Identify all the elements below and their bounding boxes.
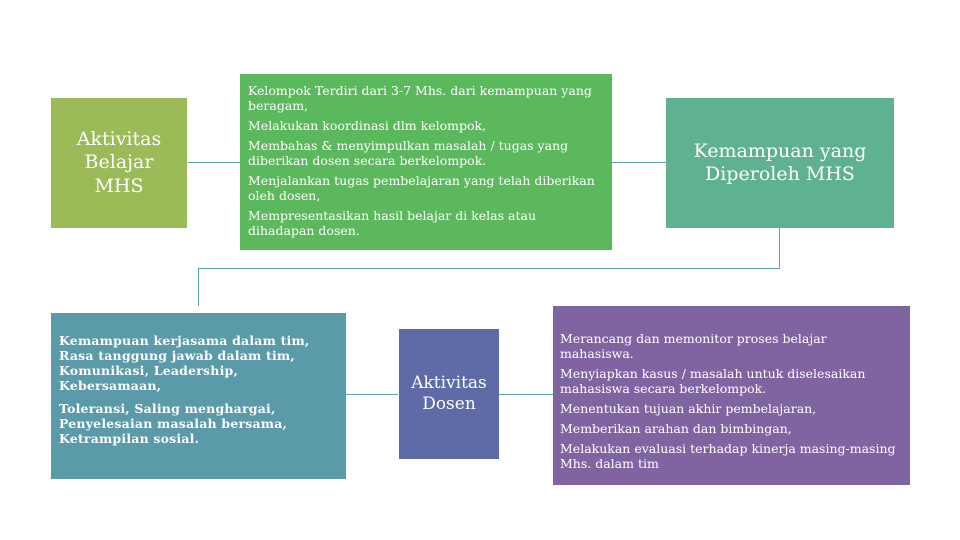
aktivitas-dosen-box: [399, 329, 499, 459]
aktivitas-belajar-mhs-box: [51, 98, 187, 228]
connector-kemampuan-down: [779, 228, 780, 268]
kemampuan-list-box: [51, 313, 346, 479]
dosen-item: Merancang dan memonitor proses belajar mahasiswa.: [560, 331, 827, 361]
connector-kemampuan-list-dosen: [346, 394, 398, 395]
kelompok-item: Melakukan koordinasi dlm kelompok,: [248, 118, 487, 133]
dosen-item: Menyiapkan kasus / masalah untuk diselesaikan mahasiswa secara berkelompok.: [560, 366, 866, 396]
dosen-item: Melakukan evaluasi terhadap kinerja masing-masing Mhs. dalam tim: [560, 441, 896, 471]
aktivitas-belajar-mhs-label: Aktivitas Belajar MHS: [76, 128, 162, 197]
kemampuan-item: Kemampuan kerjasama dalam tim, Rasa tanggung jawab dalam tim, Komunikasi, Leadership, Kebersamaan,: [59, 333, 310, 393]
dosen-item: Memberikan arahan dan bimbingan,: [560, 421, 792, 436]
kemampuan-diperoleh-box: [666, 98, 894, 228]
connector-horizontal-return: [198, 268, 780, 269]
connector-return-down: [198, 268, 199, 306]
kemampuan-diperoleh-label: Kemampuan yang Diperoleh MHS: [693, 139, 867, 185]
dosen-activities-box: [553, 306, 910, 485]
kelompok-item: Mempresentasikan hasil belajar di kelas atau dihadapan dosen.: [248, 208, 537, 238]
connector-mhs-kelompok: [188, 162, 240, 163]
kelompok-activities-box: [240, 74, 612, 250]
connector-dosen-list: [499, 394, 553, 395]
kelompok-item: Kelompok Terdiri dari 3-7 Mhs. dari kemampuan yang beragam,: [248, 83, 592, 113]
connector-kelompok-kemampuan: [612, 162, 666, 163]
aktivitas-dosen-label: Aktivitas Dosen: [411, 372, 487, 414]
dosen-item: Menentukan tujuan akhir pembelajaran,: [560, 401, 817, 416]
kelompok-item: Membahas & menyimpulkan masalah / tugas yang diberikan dosen secara berkelompok.: [248, 138, 569, 168]
kelompok-item: Menjalankan tugas pembelajaran yang telah diberikan oleh dosen,: [248, 173, 595, 203]
kemampuan-item: Toleransi, Saling menghargai, Penyelesaian masalah bersama, Ketrampilan sosial.: [59, 401, 288, 446]
